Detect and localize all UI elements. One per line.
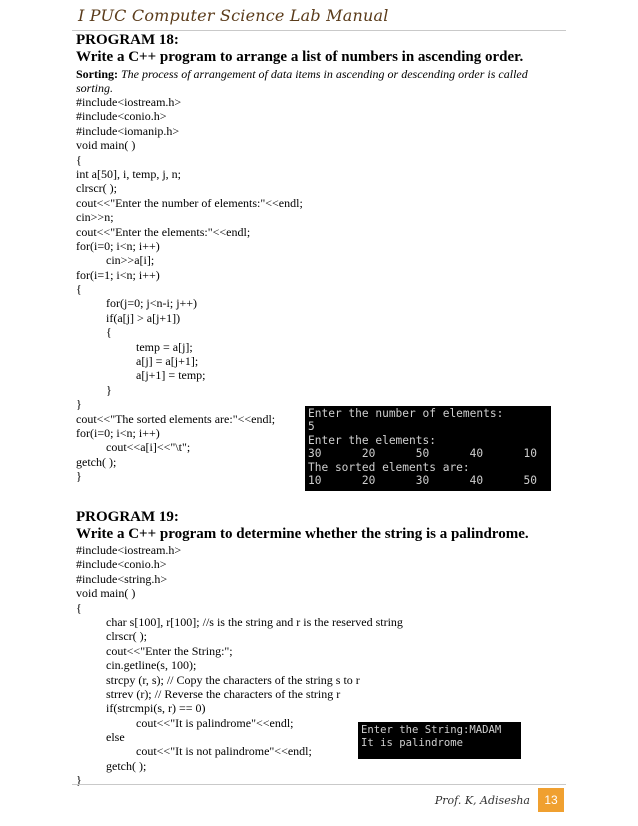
code-line: cout<<"It is palindrome"<<endl; [76, 715, 294, 730]
code-line: #include<conio.h> [76, 109, 167, 124]
definition-term: Sorting: [76, 67, 118, 81]
definition-text: The process of arrangement of data items in ascending or descending order is called sorting. [76, 67, 528, 95]
code-line: temp = a[j]; [76, 339, 193, 354]
code-line: #include<conio.h> [76, 557, 167, 572]
sorting-definition [76, 67, 566, 95]
code-line: if(strcmpi(s, r) == 0) [76, 701, 206, 716]
console-output-line: 30 20 50 40 10 [308, 447, 538, 461]
code-line: cin>>n; [76, 210, 114, 225]
code-line: cout<<"It is not palindrome"<<endl; [76, 744, 312, 759]
code-line: getch( ); [76, 758, 147, 773]
code-line: cout<<"Enter the String:"; [76, 643, 233, 658]
code-line: cout<<"Enter the elements:"<<endl; [76, 224, 251, 239]
console-output-line: Enter the elements: [308, 433, 436, 447]
code-line: } [76, 382, 112, 397]
console-output-line: Enter the number of elements: [308, 407, 504, 420]
code-line: void main( ) [76, 138, 136, 153]
console-output-line: 10 20 30 40 50 [308, 474, 538, 488]
code-line: #include<string.h> [76, 571, 168, 586]
code-line: clrscr( ); [76, 629, 147, 644]
console-output-line: 5 [308, 420, 315, 434]
code-line: #include<iomanip.h> [76, 123, 180, 138]
code-line: char s[100], r[100]; //s is the string and r is the reserved string [76, 614, 403, 629]
console-output-line: The sorted elements are: [308, 460, 470, 474]
code-line: strrev (r); // Reverse the characters of the string r [76, 686, 341, 701]
code-line: else [76, 730, 125, 745]
footer-divider [72, 784, 566, 785]
console-output-line: It is palindrome [361, 737, 464, 749]
code-line: cout<<a[i]<<"\t"; [76, 440, 191, 455]
code-line: void main( ) [76, 586, 136, 601]
footer-author: Prof. K, Adisesha [434, 793, 530, 807]
code-line: for(j=0; j<n-i; j++) [76, 296, 198, 311]
code-line: getch( ); [76, 454, 117, 469]
program-19-description: Write a C++ program to determine whether the string is a palindrome. [76, 526, 529, 542]
code-line: } [76, 469, 82, 484]
code-line: cout<<"Enter the number of elements:"<<endl; [76, 195, 303, 210]
code-line: for(i=0; i<n; i++) [76, 425, 160, 440]
code-line: { [76, 600, 82, 615]
code-line: { [76, 325, 112, 340]
code-line: { [76, 152, 82, 167]
code-line: a[j+1] = temp; [76, 368, 206, 383]
program-18-description: Write a C++ program to arrange a list of numbers in ascending order. [76, 49, 524, 65]
code-line: a[j] = a[j+1]; [76, 354, 199, 369]
code-line: clrscr( ); [76, 181, 117, 196]
program-19-output-console [358, 722, 521, 759]
page-header-title: I PUC Computer Science Lab Manual [78, 6, 389, 25]
code-line: strcpy (r, s); // Copy the characters of the string s to r [76, 672, 360, 687]
code-line: } [76, 773, 82, 788]
page-number-badge: 13 [538, 788, 564, 812]
code-line: #include<iostream.h> [76, 95, 182, 109]
code-line: } [76, 397, 82, 412]
code-line: #include<iostream.h> [76, 543, 182, 557]
header-divider [72, 30, 566, 31]
page-footer [435, 788, 564, 812]
program-19-label: PROGRAM 19: [76, 509, 179, 525]
code-line: cin.getline(s, 100); [76, 658, 197, 673]
program-18-label: PROGRAM 18: [76, 32, 179, 48]
code-line: for(i=1; i<n; i++) [76, 267, 160, 282]
code-line: if(a[j] > a[j+1]) [76, 310, 181, 325]
code-line: cout<<"The sorted elements are:"<<endl; [76, 411, 276, 426]
code-line: cin>>a[i]; [76, 253, 155, 268]
program-18-output-console [305, 406, 551, 491]
code-line: { [76, 282, 82, 297]
code-line: int a[50], i, temp, j, n; [76, 166, 181, 181]
console-output-line: Enter the String:MADAM [361, 724, 502, 736]
code-line: for(i=0; i<n; i++) [76, 238, 160, 253]
